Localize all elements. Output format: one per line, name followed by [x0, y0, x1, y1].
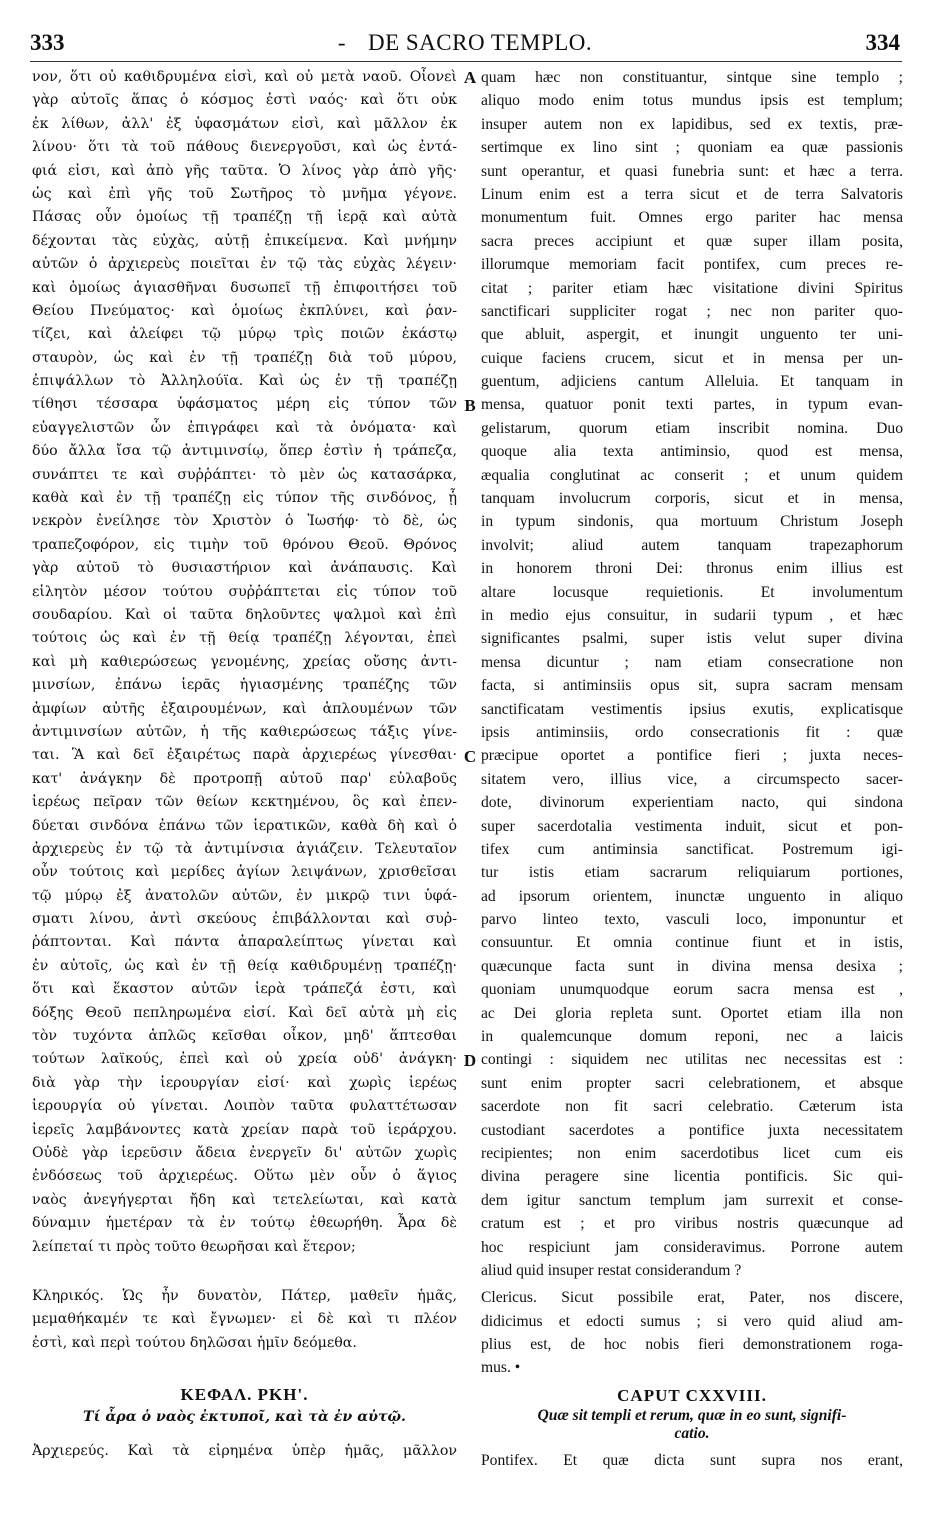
latin-text-line: ac Dei gloria repleta sunt. Oportet etiam illa non: [481, 1004, 903, 1022]
latin-text-line: æqualia conglutinat ac conserit ; et unum quidem: [481, 466, 903, 484]
latin-text-line: altare locusque requietionis. Et involumentum: [481, 583, 903, 601]
section-marker: B: [464, 395, 476, 415]
latin-text-line: ad ipsorum orientem, inunctæ unguento in aliquo: [481, 887, 903, 905]
latin-text-line: que abluit, aspergit, et inungit unguento ter uni-: [481, 326, 903, 344]
latin-final-line: Pontifex. Et quæ dicta sunt supra nos erant,: [481, 1452, 903, 1470]
latin-text-line: consuuntur. Et omnia continue fiunt et in istis,: [481, 934, 903, 952]
latin-column: [481, 66, 903, 1473]
greek-text-line: Οὐδὲ γὰρ ἱερεῦσιν ἄδεια ἐνεργεῖν δι' αὐτῶν χωρὶς: [32, 1144, 457, 1161]
latin-text-line: sitatem vero, illius vice, a circumspecto sacer-: [481, 770, 903, 788]
greek-text-line: ἐκ λίθων, ἀλλ' ἐξ ὑφασμάτων εἰσὶ, καὶ μᾶλλον ἐκ: [32, 115, 457, 132]
greek-final-line: Ἀρχιερεύς. Καὶ τὰ εἰρημένα ὑπὲρ ἡμᾶς, μᾶλλον: [32, 1442, 457, 1459]
latin-text-line: citat ; pariter etiam hæc visitatione divini Spiritus: [481, 279, 903, 297]
greek-text-line: ῥάπτονται. Καὶ πάντα ἀπαραλείπτως γίνεται καὶ: [32, 934, 457, 951]
latin-text-line: cratum est ; et pro viribus nostris quæcunque ad: [481, 1215, 903, 1233]
latin-text-line: tifex cum antiminsia sanctificat. Postremum igi-: [481, 840, 903, 858]
latin-cleric-line: Clericus. Sicut possibile erat, Pater, nos discere,: [481, 1289, 903, 1307]
latin-text-line: sunt operantur, et quasi funebria sunt: et hæc a terra.: [481, 162, 903, 180]
latin-text-line: hoc respiciunt jam consideravimus. Porrone autem: [481, 1238, 903, 1256]
latin-text-line: monumentum fuit. Omnes ergo pariter hac mensa: [481, 209, 903, 227]
greek-text-line: Πάσας οὖν ὁμοίως τῇ τραπέζῃ τῇ ἱερᾷ καὶ αὐτὰ: [32, 209, 457, 226]
latin-text-line: facta, si antiminsiis opus sit, supra sacram mensam: [481, 677, 903, 695]
greek-text-line: τῷ μύρῳ ἐξ ἀνατολῶν αὐτῶν, ἐν μικρῷ τινι ὑφά-: [32, 887, 457, 904]
latin-text-line: sacra preces accipiunt et quæ super illam posita,: [481, 232, 903, 250]
running-title: [30, 30, 900, 56]
latin-text-line: dote, divinorum experientiam nacto, qui sindona: [481, 794, 903, 812]
latin-text-line: quoque alia texta antiminsio, quod est mensa,: [481, 443, 903, 461]
latin-text-line: sacerdote non fit sacri celebratio. Cæterum ista: [481, 1098, 903, 1116]
latin-text-line: in typum sindonis, qua mortuum Christum Joseph: [481, 513, 903, 531]
latin-text-line: insuper autem non ex lapidibus, sed ex textis, præ-: [481, 115, 903, 133]
title-dash: -: [337, 30, 346, 55]
greek-text-line: καθὰ καὶ ἐν τῇ τραπέζῃ εἰς τύπον τῆς σινδόνος, ᾗ: [32, 490, 457, 507]
greek-text-line: δύναμιν ἡμετέραν τὰ ἐν τούτῳ ἐθεωρήθη. Ἆρα δὲ: [32, 1215, 457, 1232]
greek-cleric-line: ἐστὶ, καὶ περὶ τούτου δηλῶσαι ἡμῖν δεόμεθα.: [32, 1334, 357, 1351]
greek-text-line: λείπεταί τι πρὸς τοῦτο θεωρῆσαι καὶ ἕτερον;: [32, 1238, 356, 1255]
greek-text-line: ἱερέως πεῖραν τῶν θείων κεκτημένου, ὃς καὶ ἐπεν-: [32, 794, 457, 811]
greek-text-line: δόξης Θεοῦ πεπληρωμένα εἰσί. Καὶ δεῖ αὐτὰ μὴ εἰς: [32, 1004, 457, 1021]
greek-text-line: εἱλητὸν μέσον τούτου συῤῥάπτεται εἰς τύπον τοῦ: [32, 583, 457, 600]
latin-text-line: præcipue oportet a pontifice fieri ; juxta neces-: [481, 747, 903, 765]
latin-text-line: parvo linteo texto, vasculi loco, imponuntur et: [481, 911, 903, 929]
greek-text-line: συνάπτει τε καὶ συῤῥάπτει· τὸ μὲν ὡς κατασάρκα,: [32, 466, 457, 483]
section-marker: C: [463, 746, 477, 766]
latin-text-line: sanctificatam vestimentis ipsius exutis, explicatisque: [481, 700, 903, 718]
latin-text-line: in honorem throni Dei: thronus enim illius est: [481, 560, 903, 578]
latin-cleric-line: mus. •: [481, 1359, 521, 1377]
greek-text-line: τὸν τυχόντα ἁπλῶς κεῖσθαι οἶκον, μηδ' ἅπτεσθαι: [32, 1028, 457, 1045]
latin-text-line: tur istis etiam sacrarum reliquiarum portiones,: [481, 864, 903, 882]
greek-text-line: φιά εἰσι, καὶ ἀπὸ γῆς ταῦτα. Ὁ λίνος γὰρ ἀπὸ γῆς·: [32, 162, 457, 179]
spacer: [32, 1259, 457, 1285]
greek-text-line: διὰ γὰρ τὴν ἱερουργίαν εἰσί· καὶ χωρὶς ἱερέως: [32, 1074, 457, 1091]
latin-text-line: mensa dicuntur ; nam etiam consecratione non: [481, 653, 903, 671]
greek-text-line: ἐν αὐτοῖς, ὡς καὶ ἐν τῇ θείᾳ καθιδρυμένῃ τραπέζῃ·: [32, 957, 457, 974]
greek-text-line: ἱερουργία οὐ γίνεται. Λοιπὸν ταῦτα φυλαττέτωσαν: [32, 1098, 457, 1115]
greek-cleric-line: Κληρικός. Ὡς ἦν δυνατὸν, Πάτερ, μαθεῖν ἡμᾶς,: [32, 1287, 457, 1304]
greek-text-line: γὰρ αὐτοῖς ἅπας ὁ κόσμος ἐστὶ ναός· καὶ ὅτι οὐκ: [32, 92, 457, 109]
latin-cleric-line: didicimus et edocti sumus ; si vero quid aliud am-: [481, 1312, 903, 1330]
latin-text-line: sunt enim propter sacri celebrationem, et absque: [481, 1074, 903, 1092]
latin-text-line: super sacerdotalia vestimenta induit, sicut et pon-: [481, 817, 903, 835]
latin-text-line: sanctificari suppliciter rogat ; nec non pariter quo-: [481, 302, 903, 320]
latin-text-line: custodiant sacerdotes a pontifice juxta necessitatem: [481, 1121, 903, 1139]
latin-text-line: contingi : siquidem nec utilitas nec necessitas est :: [481, 1051, 903, 1069]
greek-text-line: μινσίων, ἐπάνω ἱερᾶς ἡγιασμένης τραπέζης τῶν: [32, 677, 457, 694]
greek-text-line: κατ' ἀνάγκην δὲ προτροπῇ αὐτοῦ παρ' εὐλαβοῦς: [32, 770, 457, 787]
title-text: DE SACRO TEMPLO.: [367, 30, 593, 55]
greek-chapter-heading: ΚΕΦΑΛ. ΡΚΗ'.: [180, 1385, 309, 1405]
running-head: [30, 30, 900, 58]
latin-text-line: in medio ejus consuitur, in sudarii typum , et hæc: [481, 606, 903, 624]
greek-text-line: δύο ἄλλα ἴσα τῷ ἀντιμινσίῳ, ὅπερ ἐστὶν ἡ τράπεζα,: [32, 443, 457, 460]
greek-text-line: σουδαρίου. Καὶ οἱ ταῦτα δηλοῦντες ψαλμοὶ καὶ ἐπὶ: [32, 606, 457, 623]
greek-text-line: γὰρ αὐτοῦ τὸ θυσιαστήριον καὶ ἀνάπαυσις. Καὶ: [32, 560, 457, 577]
latin-text-line: significantes psalmi, super istis velut super divina: [481, 630, 903, 648]
latin-text-line: gelistarum, quorum etiam inscribit nomina. Duo: [481, 419, 903, 437]
latin-text-line: quam hæc non constituantur, sintque sine templo ;: [481, 69, 903, 86]
latin-cleric-line: plius est, de hoc nobis fieri demonstrationem roga-: [481, 1336, 903, 1354]
greek-text-line: τραπεζοφόρον, εἰς τιμὴν τοῦ θρόνου Θεοῦ. Θρόνος: [32, 536, 457, 553]
spacer: [32, 1430, 457, 1440]
latin-text-line: aliquo modo enim totus mundus ipsis est templum;: [481, 92, 903, 110]
greek-text-line: ἀρχιερεὺς ἐν τῷ τὰ ἀντιμίνσια ἁγιάζειν. Τελευταῖον: [32, 840, 457, 857]
section-marker: D: [463, 1050, 477, 1070]
latin-text-line: sertimque ex lino sint ; quoniam ea quæ passionis: [481, 139, 903, 157]
latin-chapter-subtitle-cont: catio.: [674, 1425, 710, 1443]
greek-cleric-line: μεμαθήκαμέν τε καὶ ἔγνωμεν· εἰ δὲ καὶ τι πλέον: [32, 1311, 457, 1328]
section-marker: A: [463, 68, 477, 87]
greek-text-line: τούτοις ὡς καὶ ἐν τῇ θείᾳ τραπέζῃ λέγονται, ἐπεὶ: [32, 630, 457, 647]
greek-text-line: ἱερεῖς λαμβάνοντες κατὰ χρείαν παρὰ τοῦ ἱεράρχου.: [32, 1121, 457, 1138]
greek-text-line: δέχονται τὰς εὐχὰς, αὐτῇ ἐπικείμενα. Καὶ μνήμην: [32, 232, 457, 249]
greek-text-line: εὐαγγελιστῶν ὧν ἐπιγράφει καὶ τὰ ὀνόματα· καὶ: [32, 419, 457, 436]
latin-text-line: mensa, quatuor ponit texti partes, in typum evan-: [481, 396, 903, 414]
page-number-left: 333: [30, 30, 65, 55]
latin-text-line: cuique faciens crucem, sicut et in mensa per un-: [481, 349, 903, 367]
greek-text-line: αὐτῶν ὁ ἀρχιερεὺς ποιεῖται ἐν τῷ τὰς εὐχὰς λέγειν·: [32, 256, 457, 273]
greek-text-line: τίθησι τέσσαρα ὑφάσματος μέρη εἰς τύπον τῶν: [32, 396, 457, 413]
latin-text-line: dem igitur sanctum templum jam surrexit et conse-: [481, 1191, 903, 1209]
page-number-right: 334: [865, 30, 900, 55]
greek-text-line: οὖν τούτοις καὶ μερίδες ἁγίων λειψάνων, χρισθεῖσαι: [32, 864, 457, 881]
latin-text-line: illorumque memoriam facit pontifex, cum preces re-: [481, 256, 903, 274]
greek-text-line: σματι λίνου, ἀντὶ σκεύους ἐπιβάλλονται καὶ συῤ-: [32, 911, 457, 928]
latin-text-line: Linum enim est a terra sicut et de terra Salvatoris: [481, 185, 903, 203]
greek-text-line: ναὸς ἀνεγήγερται ἤδη καὶ τετελείωται, καὶ κατὰ: [32, 1191, 457, 1208]
greek-text-line: σταυρὸν, ὡς καὶ ἐν τῇ τραπέζῃ διὰ τοῦ μύρου,: [32, 349, 457, 366]
latin-text-line: guentum, adjiciens cantum Alleluia. Et tanquam in: [481, 373, 903, 391]
latin-text-line: divina peragere sine licentia pontificis. Sic qui-: [481, 1168, 903, 1186]
latin-text-line: in qualemcunque domum reponi, nec a laicis: [481, 1028, 903, 1046]
greek-text-line: ἐπιψάλλων τὸ Ἀλληλούϊα. Καὶ ὡς ἐν τῇ τραπέζῃ: [32, 373, 457, 390]
greek-text-line: τίζει, καὶ ἀλείφει τῷ μύρῳ τρὶς ποιῶν ἑκάστῳ: [32, 326, 457, 343]
latin-text-line: quæcunque facta sunt in divina mensa desixa ;: [481, 957, 903, 975]
greek-text-line: λίνου· ὅτι τὰ τοῦ πάθους διενεργοῦσι, καὶ ὡς ἐντά-: [32, 139, 457, 156]
spacer: [32, 1355, 457, 1383]
greek-text-line: τούτων λαϊκούς, ἐπεὶ καὶ οὐ χρεία οὐδ' ἀνάγκη·: [32, 1051, 457, 1068]
greek-text-line: δύεται σινδόνα ἐπάνω τῶν ἱερατικῶν, καθὰ δὴ καὶ ὁ: [32, 817, 457, 834]
greek-text-line: Θείου Πνεύματος· καὶ ὁμοίως ἐκπλύνει, καὶ ῥαν-: [32, 302, 457, 319]
latin-chapter-subtitle: Quæ sit templi et rerum, quæ in eo sunt, signifi-: [537, 1407, 847, 1425]
latin-text-line: recipientes; non enim sacerdotibus licet cum eis: [481, 1144, 903, 1162]
greek-text-line: ἐνδόσεως τοῦ ἀρχιερέως. Οὕτω μὲν οὖν ὁ ἅγιος: [32, 1168, 457, 1185]
header-rule: [30, 61, 902, 62]
greek-chapter-subtitle: Τί ἆρα ὁ ναὸς ἐκτυποῖ, καὶ τὰ ἐν αὐτῷ.: [83, 1409, 406, 1426]
latin-text-line: quoniam unumquodque eorum sacra mensa est ,: [481, 981, 903, 999]
latin-text-line: aliud quid insuper restat considerandum ?: [481, 1261, 742, 1279]
greek-text-line: ἀντιμινσίων αὐτῶν, ἡ τῆς καθιερώσεως τάξις γίνε-: [32, 723, 457, 740]
greek-text-line: καὶ ὁμοίως ἁγιασθῆναι δυσωπεῖ τῇ ἐπιφοιτήσει τοῦ: [32, 279, 457, 296]
greek-text-line: ὅτι καὶ ἕκαστον αὐτῶν ἱερὰ τράπεζά ἐστι, καὶ: [32, 981, 457, 998]
greek-text-line: καὶ μὴ καθιερώσεως γενομένης, χρείας οὔσης ἀντι-: [32, 653, 457, 670]
latin-text-line: tanquam involucrum corporis, sicut et in mensa,: [481, 490, 903, 508]
greek-text-line: ὡς καὶ ἐπὶ γῆς τοῦ Σωτῆρος τὸ μνῆμα γέγονε.: [32, 185, 457, 202]
latin-chapter-heading: CAPUT CXXVIII.: [617, 1385, 767, 1405]
greek-text-line: νεκρὸν ἐνείλησε τὸν Χριστὸν ὁ Ἰωσήφ· τὸ δὲ, ὡς: [32, 513, 457, 530]
greek-column: [32, 66, 457, 1463]
latin-text-line: involvit; aliud autem tanquam trapezaphorum: [481, 536, 903, 554]
greek-text-line: νον, ὅτι οὐ καθιδρυμένα εἰσὶ, καὶ οὐ μετὰ ναοῦ. Οἶονεὶ: [32, 69, 457, 85]
latin-text-line: ipsis antiminsiis, ordo consecrationis fit : quæ: [481, 723, 903, 741]
greek-text-line: ἀμφίων αὐτῆς ἐξαιρουμένων, καὶ ἁπλουμένων τῶν: [32, 700, 457, 717]
greek-text-line: ται. Ἃ καὶ δεῖ ἐξαιρέτως παρὰ ἀρχιερέως γίνεσθαι·: [32, 747, 457, 764]
